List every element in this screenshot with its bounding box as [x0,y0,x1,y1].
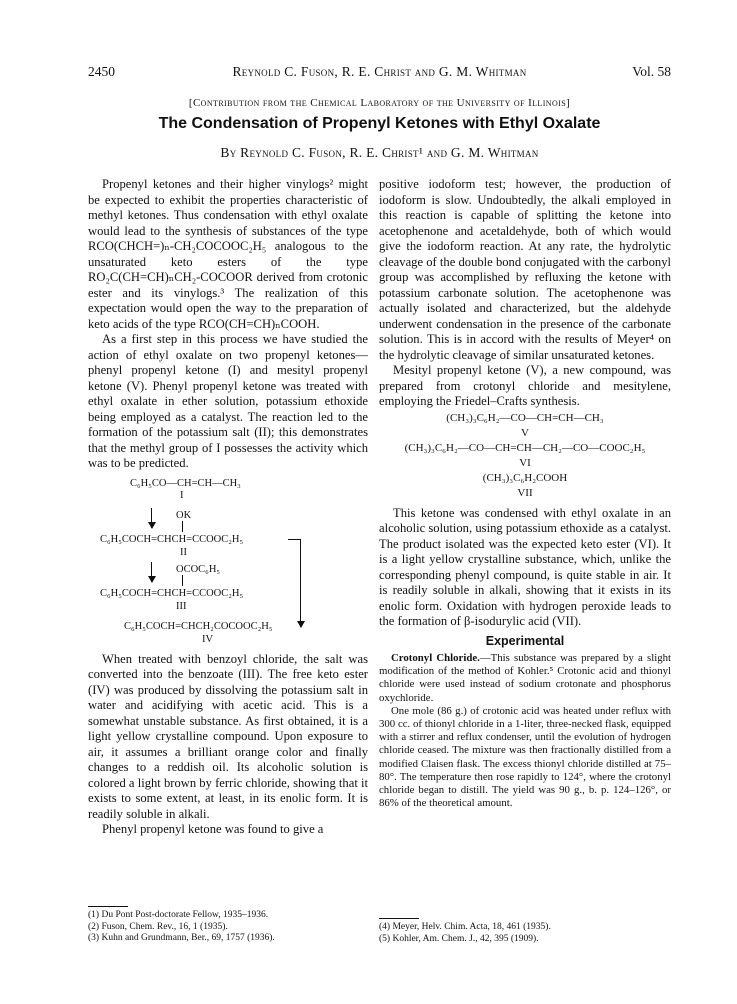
arrow-down-icon [300,539,301,627]
footnote: (1) Du Pont Post-doctorate Fellow, 1935–1936. [88,910,269,920]
paragraph: When treated with benzoyl chloride, the salt was converted into the benzoate (III). The free keto ester (IV) was produced by dissolving the potassium salt in water and acidifying with acetic acid. This is a somewhat unstable substance. As first obtained, it is a light yellow crystalline compound. Upon exposure to air, it assumes a brilliant orange color and finally changes to a reddish oil. Its alcoholic solution is colored a light brown by ferric chloride, showing that it exists to some extent, at least, in its enolic form. It is readily soluble in alkali. [88,651,368,821]
compound-VI-label: VI [519,456,531,469]
section-heading: Experimental [485,633,565,648]
compound-VII-formula: (CH₃)₃C₆H₂COOH [482,471,568,484]
arrow-down-icon [151,508,152,528]
bond-line [182,575,183,586]
article-title: The Condensation of Propenyl Ketones with Ethyl Oxalate [158,115,601,132]
compound-V-formula: (CH₃)₃C₆H₂—CO—CH=CH—CH₃ [446,411,604,424]
paragraph [379,652,671,705]
paragraph: As a first step in this process we have studied the action of ethyl oxalate on two propenyl ketones—phenyl propenyl ketone (I) and mesityl propenyl ketone (V). Phenyl propenyl ketone was treated with ethyl oxalate in ether solution, potassium ethoxide being employed as a catalyst. The reaction led to the formation of the potassium salt (II); this demonstrates that the methyl group of I possesses the activity which was to be predicted. [88,332,368,470]
benzoate-substituent: OCOC₆H₅ [176,563,221,575]
arrow-down-icon [151,562,152,582]
compound-VI-formula: (CH₃)₃C₆H₂—CO—CH=CH—CH₂—CO—COOC₂H₅ [404,441,646,454]
paragraph-body: —This substance was prepared by a slight modification of the method of Kohler.⁵ Crotonic acid and thionyl chloride were used instead of sodium crotonate and phosphorus oxychloride. [379,652,671,704]
footnote: (4) Meyer, Helv. Chim. Acta, 18, 461 (1935). [379,922,551,932]
volume-label: Vol. 58 [632,64,671,79]
compound-IV-formula: C₆H₅COCH=CHCH₂COCOOC₂H₅ [124,620,273,632]
running-title: Reynold C. Fuson, R. E. Christ and G. M. Whitman [232,64,527,79]
compound-III-formula: C₆H₅COCH=CHCH=CCOOC₂H₅ [100,587,244,599]
compound-I-formula: C₆H₅CO—CH=CH—CH₃ [130,477,241,489]
compound-III-label: III [176,600,187,612]
compound-IV-label: IV [202,633,214,645]
footnote-rule [88,906,128,907]
compound-I-label: I [180,489,184,501]
left-footnotes [88,906,368,945]
author-byline: By Reynold C. Fuson, R. E. Christ¹ and G. M. Whitman [220,145,539,160]
paragraph: This ketone was condensed with ethyl oxalate in an alcoholic solution, using potassium ethoxide as a catalyst. The product isolated was the expected keto ester (VI). It is a light yellow crystalline substance, which, unlike the corresponding phenyl compound, is quite stable in air. It is readily soluble in alkali, showing that it exists in its enolic form. Oxidation with hydrogen peroxide leads to the formation of β-isodurylic acid (VII). [379,505,671,628]
page-number: 2450 [88,64,115,79]
right-column [379,177,671,810]
paragraph: Mesityl propenyl ketone (V), a new compound, was prepared from crotonyl chloride and mesitylene, employing the Friedel–Crafts synthesis. [379,363,671,408]
footnote: (5) Kohler, Am. Chem. J., 42, 395 (1909). [379,933,539,944]
paragraph: Propenyl ketones and their higher vinylogs² might be expected to exhibit the properties characteristic of methyl ketones. Thus condensation with ethyl oxalate would lead to the synthesis of substances of the type RCO(CHCH=)ₙ-CH₂COCOOC₂H₅ analogous to the unsaturated keto esters of the type RO₂C(CH=CH)ₙCH₂-COCOOR derived from crotonic ester and its vinylogs.³ The realization of this expectation would open the way to the preparation of keto acids of the type RCO(CH=CH)ₙCOOH. [88,177,368,331]
paragraph: Phenyl propenyl ketone was found to give a [102,822,324,836]
left-column [88,177,368,838]
bond-line [182,521,183,532]
ok-substituent: OK [176,509,192,521]
paragraph: positive iodoform test; however, the production of iodoform is slow. Undoubtedly, the alkali employed in this reaction is capable of splitting the ketone into acetophenone and acetaldehyde, both of which would give the iodoform reaction. At any rate, the hydrolytic cleavage of the double bond conjugated with the carbonyl group was accomplished by refluxing the ketone with potassium carbonate solution. The acetophenone was actually isolated and characterized, but the aldehyde underwent condensation in the presence of the carbonate solution. This is in accord with the results of Meyer⁴ on the hydrolytic cleavage of similar unsaturated ketones. [379,177,671,362]
bracket-line [288,539,300,540]
contribution-line: [Contribution from the Chemical Laboratory of the University of Illinois] [188,97,571,109]
paragraph: One mole (86 g.) of crotonic acid was heated under reflux with 300 cc. of thionyl chloride in a 1-liter, three-necked flask, equipped with a stirrer and reflux condenser, until the evolution of hydrogen chloride ceased. The mixture was then fractionally distilled from a modified Claisen flask. The excess thionyl chloride distilled at 75–80°. The temperature then rose rapidly to 124°, where the crotonyl chloride began to distill. The yield was 90 g., b. p. 124–126°, or 86% of the theoretical amount. [379,704,671,810]
footnote-rule [379,918,419,919]
compound-II-label: II [180,546,187,558]
footnote: (2) Fuson, Chem. Rev., 16, 1 (1935). [88,921,228,932]
compound-II-formula: C₆H₅COCH=CHCH=CCOOC₂H₅ [100,533,244,545]
footnote: (3) Kuhn and Grundmann, Ber., 69, 1757 (1936). [88,933,275,943]
reaction-scheme [88,476,368,646]
right-footnotes [379,918,671,945]
subsection-heading: Crotonyl Chloride. [391,652,480,664]
compound-V-label: V [521,426,529,439]
compound-VII-label: VII [517,486,533,499]
page-header [88,64,671,82]
